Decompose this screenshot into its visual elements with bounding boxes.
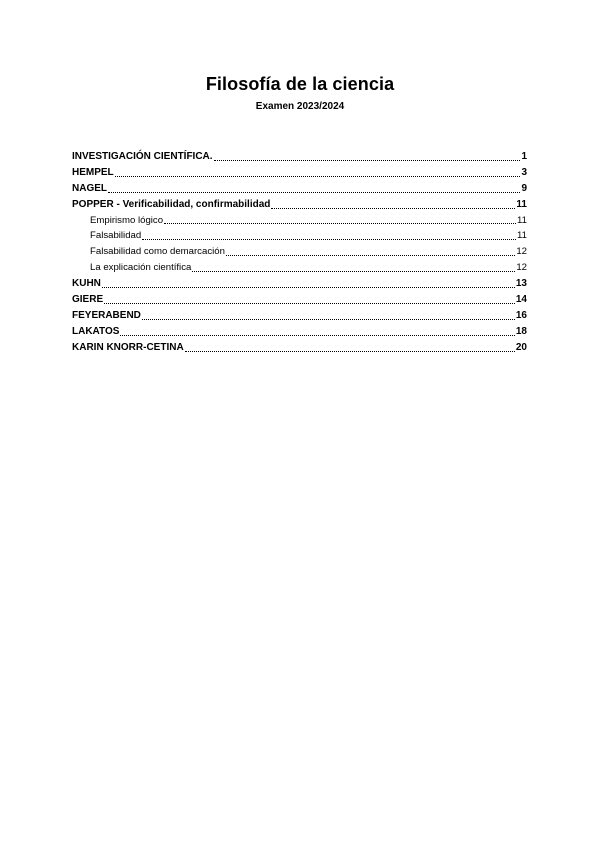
toc-entry-label: GIERE (72, 294, 104, 306)
toc-dot-leader (271, 208, 515, 209)
toc-dot-leader (115, 176, 521, 177)
table-of-contents (72, 149, 527, 356)
toc-dot-leader (164, 223, 516, 224)
toc-subentry-page: 11 (517, 230, 527, 242)
toc-entry[interactable] (72, 149, 527, 165)
toc-entry[interactable] (72, 276, 527, 292)
toc-entry-label: POPPER - Verificabilidad, confirmabilidad (72, 198, 271, 210)
toc-dot-leader (192, 271, 515, 272)
toc-subentry[interactable] (72, 228, 527, 244)
toc-subentry-label: Empirismo lógico (90, 214, 164, 226)
toc-entry-page: 20 (515, 341, 527, 353)
toc-entry-page: 3 (521, 166, 527, 178)
toc-dot-leader (142, 239, 516, 240)
toc-dot-leader (142, 319, 515, 320)
toc-subentry-label: Falsabilidad (90, 230, 142, 242)
toc-dot-leader (104, 303, 515, 304)
toc-entry-page: 18 (515, 325, 527, 337)
toc-subentry-label: La explicación científica (90, 262, 192, 274)
toc-entry-label: NAGEL (72, 182, 107, 194)
toc-entry-page: 11 (516, 198, 527, 210)
toc-subentry-label: Falsabilidad como demarcación (90, 246, 225, 258)
toc-entry-page: 16 (515, 309, 527, 321)
toc-subentry[interactable] (72, 260, 527, 276)
toc-dot-leader (185, 351, 515, 352)
toc-dot-leader (226, 255, 515, 256)
toc-subentry-page: 12 (516, 262, 527, 274)
toc-entry[interactable] (72, 340, 527, 356)
toc-entry[interactable] (72, 181, 527, 197)
toc-dot-leader (108, 192, 520, 193)
toc-entry-label: INVESTIGACIÓN CIENTÍFICA. (72, 151, 213, 162)
toc-entry[interactable] (72, 324, 527, 340)
toc-entry-page: 9 (521, 182, 527, 194)
toc-entry[interactable] (72, 197, 527, 213)
toc-subentry-page: 11 (517, 214, 527, 226)
toc-entry-label: LAKATOS (72, 325, 120, 337)
toc-entry-page: 14 (515, 294, 527, 306)
toc-subentry[interactable] (72, 244, 527, 260)
document-title: Filosofía de la ciencia (205, 74, 395, 94)
toc-entry-page: 13 (515, 278, 527, 290)
toc-entry[interactable] (72, 308, 527, 324)
toc-dot-leader (120, 335, 514, 336)
toc-entry-label: KUHN (72, 278, 101, 290)
toc-entry-page: 1 (521, 151, 527, 162)
toc-subentry[interactable] (72, 213, 527, 229)
toc-entry[interactable] (72, 165, 527, 181)
toc-entry-label: KARIN KNORR-CETINA (72, 341, 184, 353)
toc-entry[interactable] (72, 292, 527, 308)
toc-entry-label: FEYERABEND (72, 309, 141, 321)
toc-dot-leader (214, 160, 521, 161)
toc-entry-label: HEMPEL (72, 166, 114, 178)
toc-dot-leader (102, 287, 515, 288)
toc-subentry-page: 12 (516, 246, 527, 258)
document-subtitle: Examen 2023/2024 (255, 101, 345, 112)
